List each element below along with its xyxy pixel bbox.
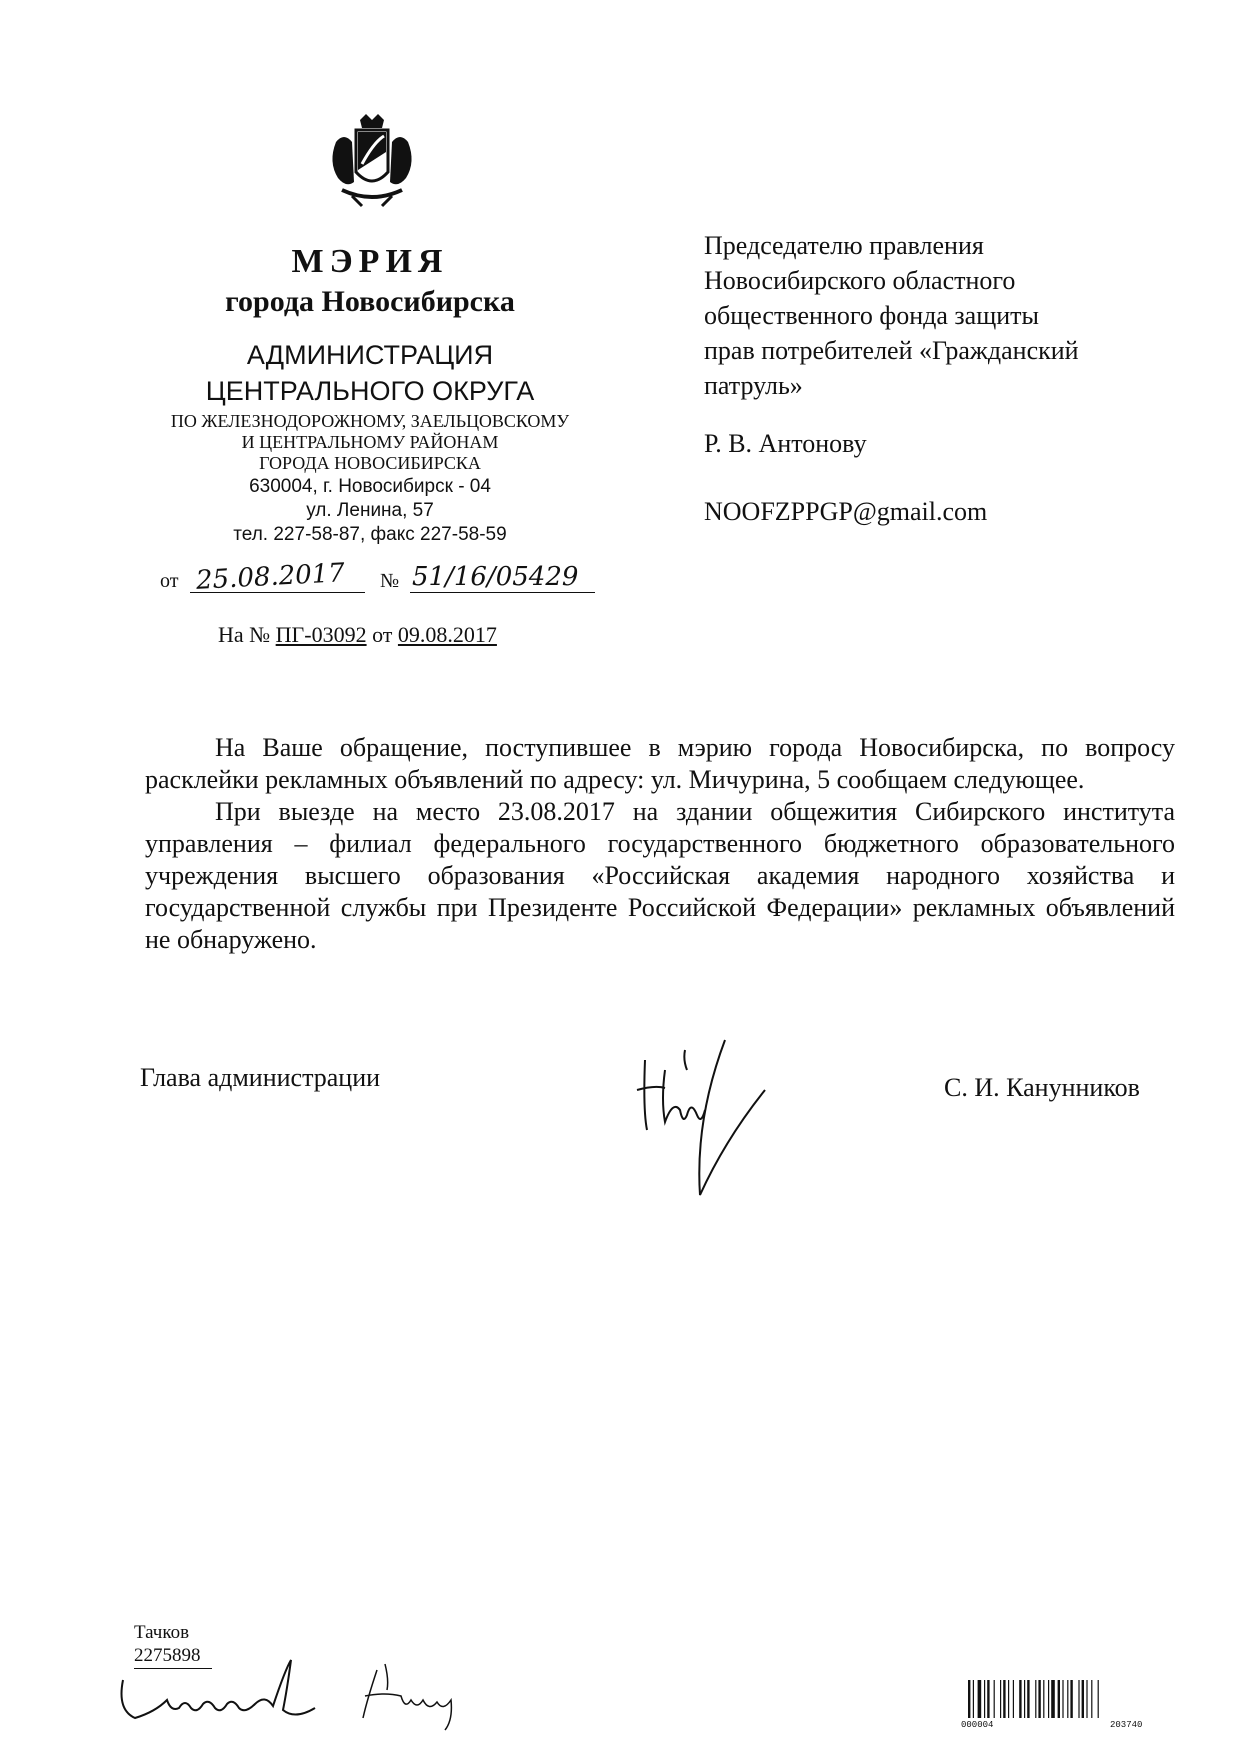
addressee-line: патруль» <box>704 371 803 400</box>
number-underline <box>410 592 595 593</box>
mayor-office-title: МЭРИЯ <box>291 243 449 280</box>
handwritten-initials-icon <box>115 1650 515 1735</box>
reply-prefix: На № <box>218 622 271 647</box>
barcode-right-digits: 203740 <box>1110 1720 1143 1730</box>
registration-date: 25.08.2017 <box>195 558 346 596</box>
address-line: ул. Ленина, 57 <box>306 500 434 521</box>
addressee-line: прав потребителей «Гражданский <box>704 336 1079 365</box>
reply-from-label: от <box>372 622 393 647</box>
signatory-title: Глава администрации <box>140 1063 381 1092</box>
number-label: № <box>380 570 400 592</box>
body-paragraph: При выезде на место 23.08.2017 на здании общежития Сибирского института управления – филиал федерального государственного бюджетного образовательного учреждения высшего образования «Российская академия народного хозяйства и государственной службы при Президенте Российской Федерации» рекламных объявлений не обнаружено. <box>145 797 1175 954</box>
coat-of-arms-icon <box>322 112 422 212</box>
addressee-line: Председателю правления <box>704 231 984 260</box>
barcode-icon <box>968 1680 1154 1718</box>
district-title: ЦЕНТРАЛЬНОГО ОКРУГА <box>205 376 535 406</box>
districts-line: ГОРОДА НОВОСИБИРСКА <box>259 453 481 473</box>
barcode-left-digits: 000004 <box>961 1720 994 1730</box>
districts-line: И ЦЕНТРАЛЬНОМУ РАЙОНАМ <box>241 432 499 452</box>
executor-phone: 2275898 <box>134 1645 201 1666</box>
reply-reference <box>218 622 497 648</box>
addressee-email: NOOFZPPGP@gmail.com <box>704 497 988 526</box>
districts-line: ПО ЖЕЛЕЗНОДОРОЖНОМУ, ЗАЕЛЬЦОВСКОМУ <box>170 411 570 431</box>
address-line: 630004, г. Новосибирск - 04 <box>249 476 491 497</box>
handwritten-signature-icon <box>625 1030 775 1205</box>
executor-name: Тачков <box>134 1622 190 1643</box>
administration-title: АДМИНИСТРАЦИЯ <box>246 340 494 370</box>
reply-date: 09.08.2017 <box>397 622 497 647</box>
date-label: от <box>160 570 179 592</box>
registration-number: 51/16/05429 <box>412 562 579 592</box>
reply-number: ПГ-03092 <box>275 622 367 647</box>
addressee-line: Новосибирского областного <box>704 266 1016 295</box>
phone-fax-line: тел. 227-58-87, факс 227-58-59 <box>233 524 507 545</box>
addressee-name: Р. В. Антонову <box>704 429 867 458</box>
letter-body <box>145 732 1175 956</box>
signatory-name: С. И. Канунников <box>944 1073 1140 1102</box>
addressee-line: общественного фонда защиты <box>704 301 1039 330</box>
body-paragraph: На Ваше обращение, поступившее в мэрию города Новосибирска, по вопросу расклейки рекламных объявлений по адресу: ул. Мичурина, 5 сообщаем следующее. <box>145 733 1175 794</box>
city-title: города Новосибирска <box>225 285 515 318</box>
